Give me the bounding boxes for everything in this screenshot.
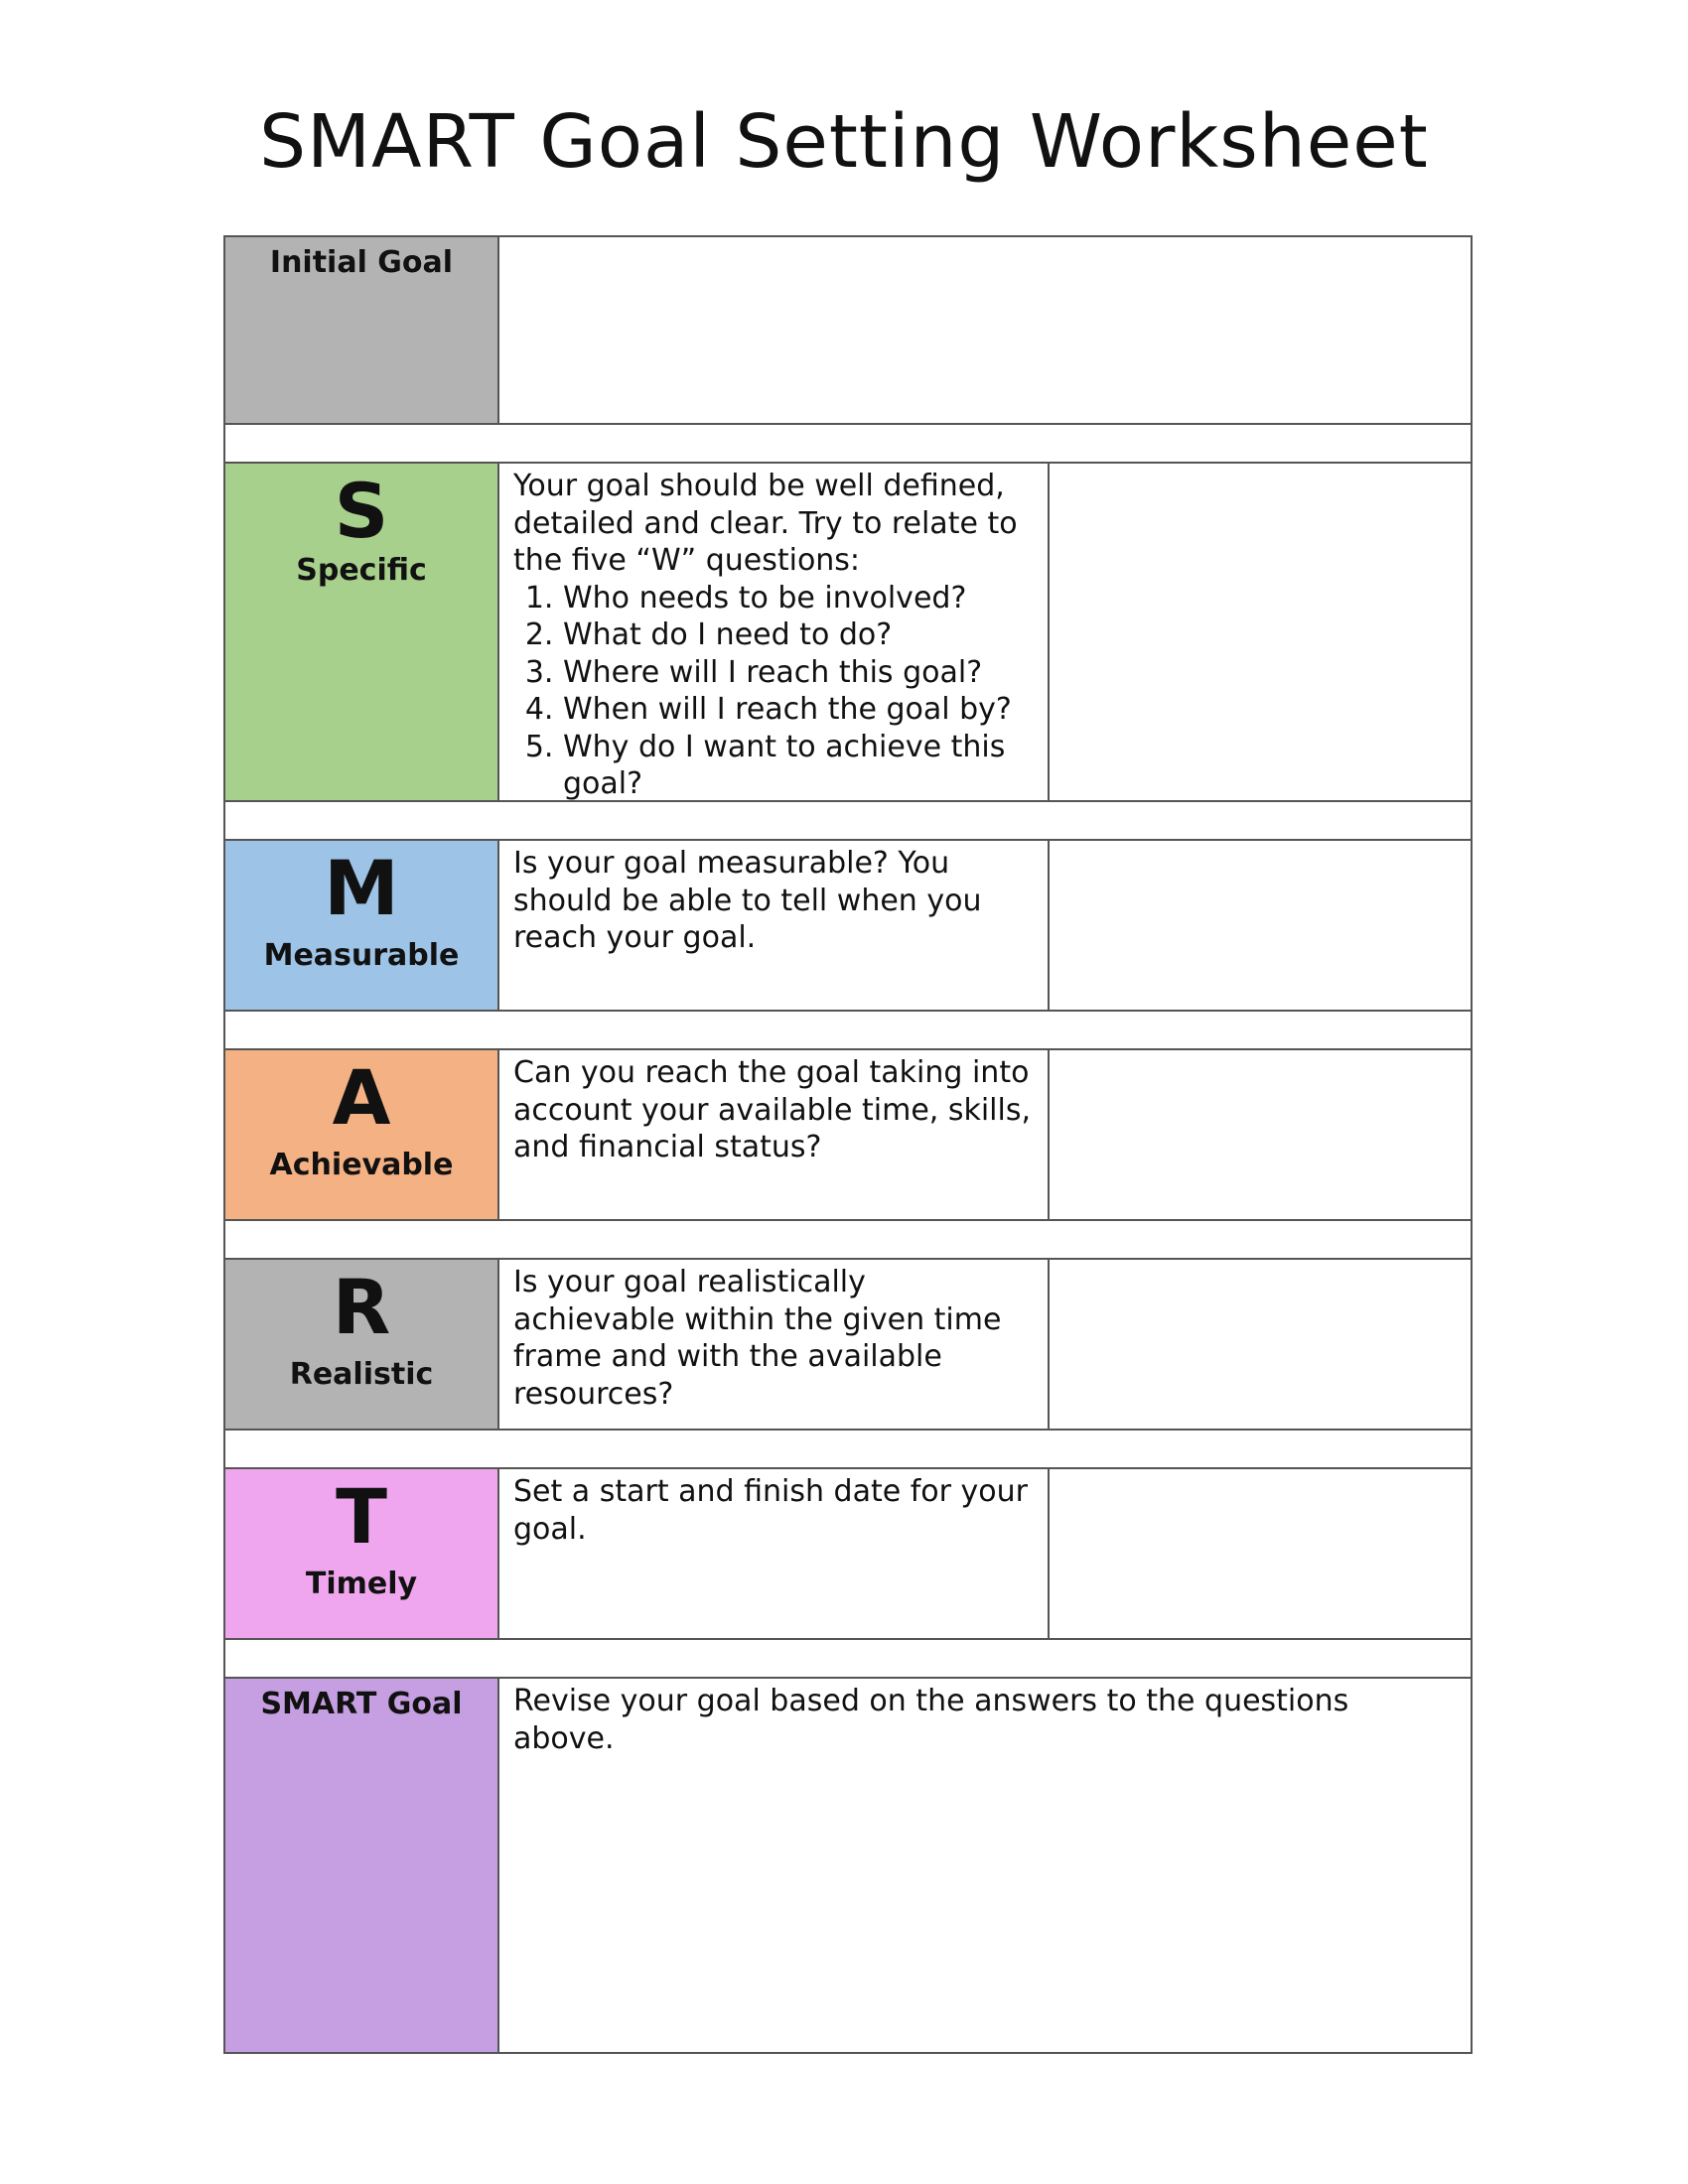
timely-answer-field[interactable] — [1050, 1469, 1471, 1638]
row-spacer — [223, 425, 1473, 464]
achievable-word: Achievable — [269, 1148, 454, 1182]
specific-description — [499, 464, 1050, 800]
achievable-description: Can you reach the goal taking into account your available time, skills, and financial status? — [499, 1050, 1050, 1219]
realistic-word: Realistic — [289, 1357, 434, 1392]
smart-goal-instructions: Revise your goal based on the answers to the questions above. — [513, 1684, 1349, 1756]
achievable-label-cell — [225, 1050, 499, 1219]
specific-label-cell — [225, 464, 499, 800]
smart-goal-field[interactable] — [499, 1679, 1471, 2052]
list-item: 2. What do I need to do? — [563, 616, 1036, 654]
measurable-row — [223, 841, 1473, 1012]
timely-row — [223, 1469, 1473, 1640]
timely-description: Set a start and finish date for your goal. — [499, 1469, 1050, 1638]
row-spacer — [223, 1221, 1473, 1260]
realistic-letter: R — [332, 1263, 391, 1351]
measurable-letter: M — [324, 844, 399, 932]
w-questions-list — [513, 580, 1036, 803]
measurable-answer-field[interactable] — [1050, 841, 1471, 1010]
initial-goal-row — [223, 235, 1473, 425]
smart-goal-row — [223, 1679, 1473, 2054]
realistic-label-cell — [225, 1260, 499, 1429]
list-item: 4. When will I reach the goal by? — [563, 691, 1036, 729]
achievable-letter: A — [332, 1053, 391, 1142]
list-item: 1. Who needs to be involved? — [563, 580, 1036, 617]
achievable-row — [223, 1050, 1473, 1221]
specific-intro: Your goal should be well defined, detailed and clear. Try to relate to the five “W” questions: — [513, 469, 1018, 578]
initial-goal-label: Initial Goal — [269, 245, 454, 280]
timely-word: Timely — [305, 1567, 418, 1601]
measurable-word: Measurable — [263, 938, 460, 973]
list-item: 5. Why do I want to achieve this goal? — [563, 729, 1036, 803]
measurable-label-cell — [225, 841, 499, 1010]
specific-letter: S — [334, 467, 389, 555]
row-spacer — [223, 1012, 1473, 1050]
timely-letter: T — [336, 1472, 387, 1561]
specific-answer-field[interactable] — [1050, 464, 1471, 800]
timely-label-cell — [225, 1469, 499, 1638]
row-spacer — [223, 1640, 1473, 1679]
specific-row — [223, 464, 1473, 802]
row-spacer — [223, 802, 1473, 841]
row-spacer — [223, 1431, 1473, 1469]
initial-goal-label-cell — [225, 237, 499, 423]
realistic-row — [223, 1260, 1473, 1431]
initial-goal-input[interactable] — [499, 237, 1471, 423]
smart-goal-label: SMART Goal — [260, 1687, 463, 1721]
realistic-description: Is your goal realistically achievable within the given time frame and with the available resources? — [499, 1260, 1050, 1429]
measurable-description: Is your goal measurable? You should be able to tell when you reach your goal. — [499, 841, 1050, 1010]
smart-goal-label-cell — [225, 1679, 499, 2052]
achievable-answer-field[interactable] — [1050, 1050, 1471, 1219]
page-title: SMART Goal Setting Worksheet — [259, 99, 1429, 185]
specific-word: Specific — [296, 553, 427, 588]
list-item: 3. Where will I reach this goal? — [563, 654, 1036, 692]
realistic-answer-field[interactable] — [1050, 1260, 1471, 1429]
